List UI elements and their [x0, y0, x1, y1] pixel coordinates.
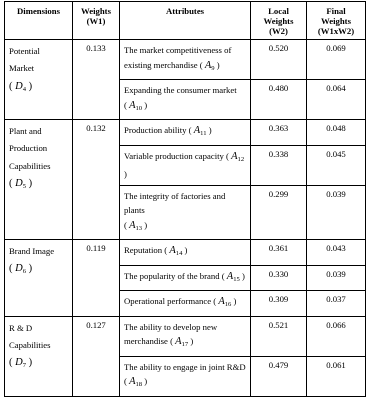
attribute-cell: Expanding the consumer market ( $A_{10}$ )	[120, 80, 251, 120]
attribute-cell: The market competitiveness of existing merchandise ( $A_9$ )	[120, 40, 251, 80]
dimension-cell-rd-capabilities: R & D Capabilities ( $D_7$ )	[5, 316, 73, 396]
final-weight-cell: 0.069	[307, 40, 366, 80]
local-weight-cell: 0.338	[251, 145, 307, 185]
attribute-cell: Operational performance ( $A_{16}$ )	[120, 291, 251, 317]
attribute-cell: The ability to engage in joint R&D ( $A_{18}$ )	[120, 356, 251, 396]
final-weight-cell: 0.061	[307, 356, 366, 396]
table-row	[5, 40, 366, 80]
local-weight-cell: 0.479	[251, 356, 307, 396]
weight-w1-cell: 0.133	[73, 40, 120, 120]
local-weight-cell: 0.309	[251, 291, 307, 317]
final-weight-cell: 0.043	[307, 240, 366, 266]
local-weight-cell: 0.480	[251, 80, 307, 120]
local-weight-cell: 0.330	[251, 265, 307, 291]
header-local-weights: Local Weights (W2)	[251, 2, 307, 40]
final-weight-cell: 0.064	[307, 80, 366, 120]
dimension-cell-plant-production: Plant and Production Capabilities ( $D_5$ )	[5, 120, 73, 240]
weight-w1-cell: 0.119	[73, 240, 120, 317]
final-weight-cell: 0.045	[307, 145, 366, 185]
local-weight-cell: 0.521	[251, 316, 307, 356]
header-row	[5, 2, 366, 40]
weights-table	[4, 1, 366, 397]
attribute-cell: The popularity of the brand ( $A_{15}$ )	[120, 265, 251, 291]
attribute-cell: Variable production capacity ( $A_{12}$ )	[120, 145, 251, 185]
final-weight-cell: 0.037	[307, 291, 366, 317]
header-dimensions: Dimensions	[5, 2, 73, 40]
header-final-weights: Final Weights (W1xW2)	[307, 2, 366, 40]
weight-w1-cell: 0.127	[73, 316, 120, 396]
dimension-cell-brand-image: Brand Image ( $D_6$ )	[5, 240, 73, 317]
table-row	[5, 240, 366, 266]
attribute-cell: The integrity of factories and plants ( $A_{13}$ )	[120, 185, 251, 240]
local-weight-cell: 0.299	[251, 185, 307, 240]
attribute-cell: Production ability ( $A_{11}$ )	[120, 120, 251, 146]
final-weight-cell: 0.039	[307, 265, 366, 291]
local-weight-cell: 0.520	[251, 40, 307, 80]
final-weight-cell: 0.066	[307, 316, 366, 356]
attribute-cell: The ability to develop new merchandise ( $A_{17}$ )	[120, 316, 251, 356]
final-weight-cell: 0.039	[307, 185, 366, 240]
table-row	[5, 120, 366, 146]
final-weight-cell: 0.048	[307, 120, 366, 146]
local-weight-cell: 0.363	[251, 120, 307, 146]
header-weights-w1: Weights (W1)	[73, 2, 120, 40]
table-row	[5, 316, 366, 356]
header-attributes: Attributes	[120, 2, 251, 40]
weight-w1-cell: 0.132	[73, 120, 120, 240]
attribute-cell: Reputation ( $A_{14}$ )	[120, 240, 251, 266]
local-weight-cell: 0.361	[251, 240, 307, 266]
dimension-cell-potential-market: Potential Market ( $D_4$ )	[5, 40, 73, 120]
